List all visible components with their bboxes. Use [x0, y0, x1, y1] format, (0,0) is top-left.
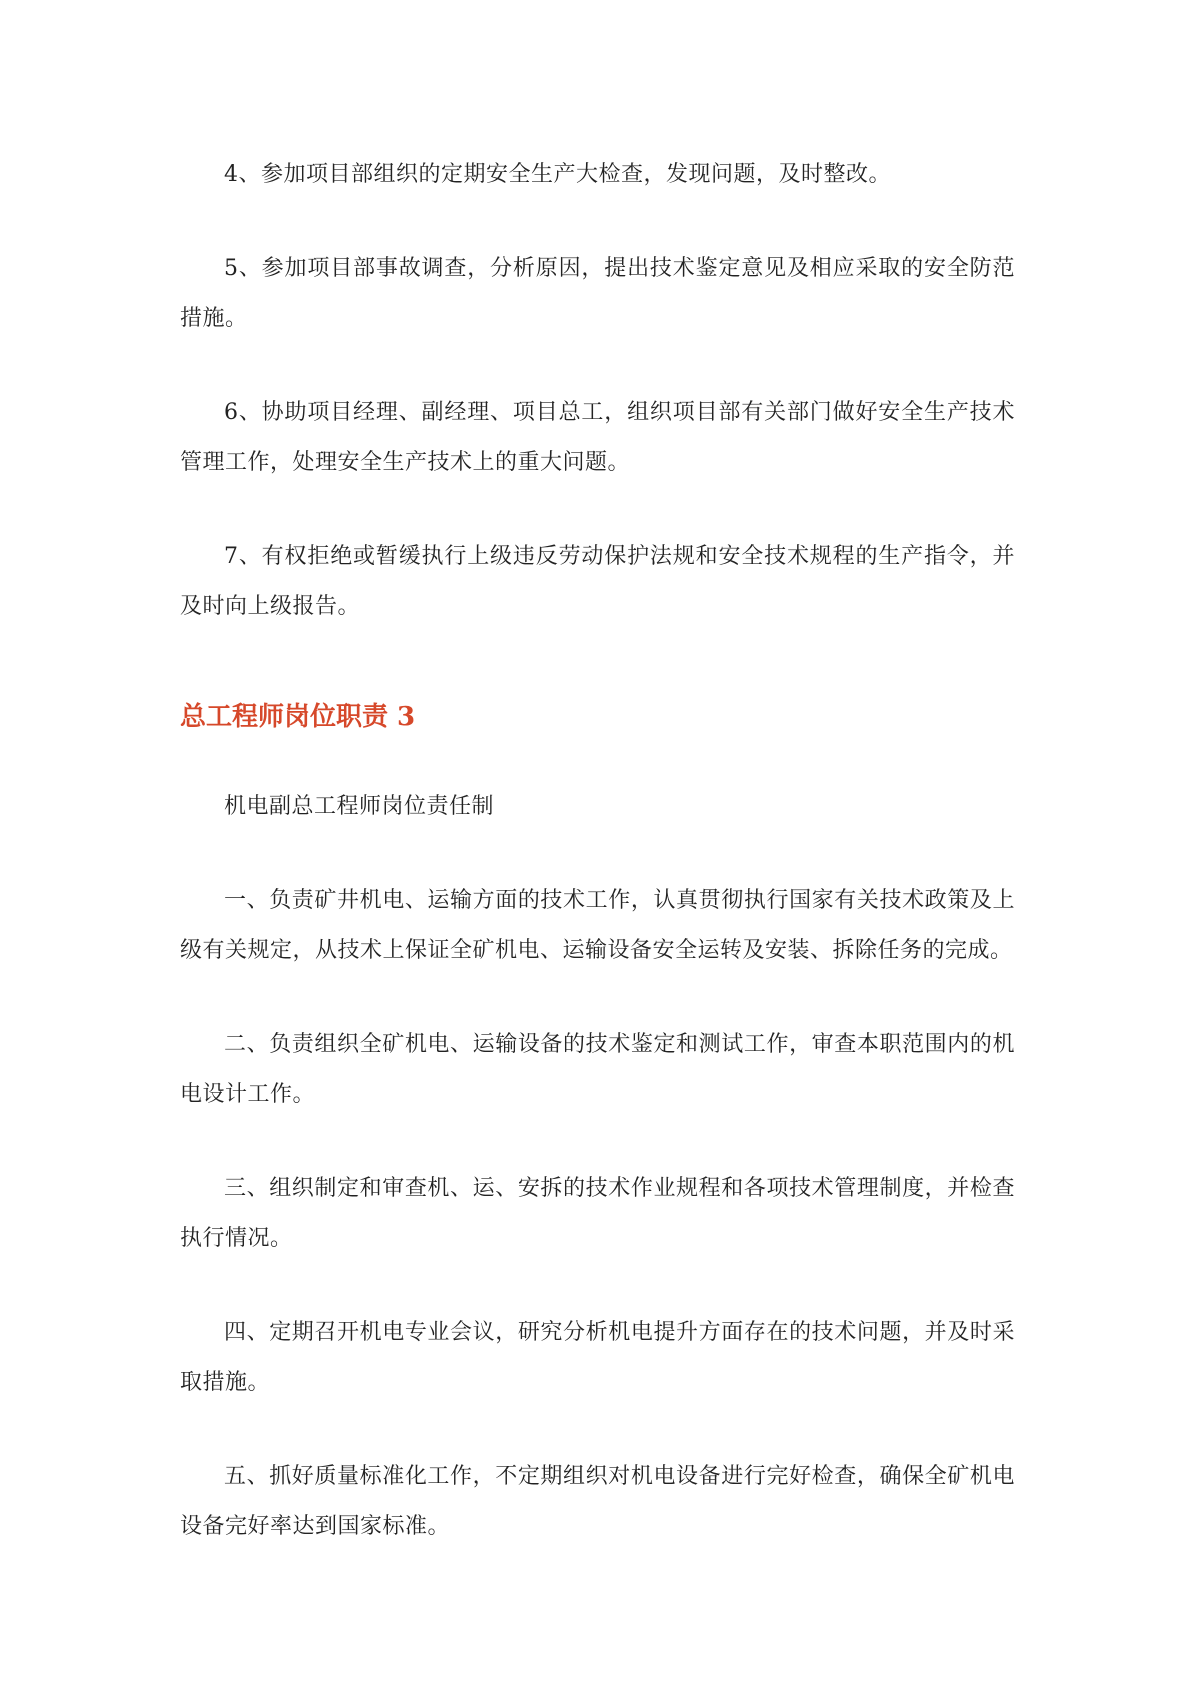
paragraph-item-5: 5、参加项目部事故调查，分析原因，提出技术鉴定意见及相应采取的安全防范措施。	[180, 256, 1015, 331]
paragraph-item-4: 4、参加项目部组织的定期安全生产大检查，发现问题，及时整改。	[224, 162, 891, 187]
paragraph-item-two: 二、负责组织全矿机电、运输设备的技术鉴定和测试工作，审查本职范围内的机电设计工作。	[180, 1032, 1015, 1107]
paragraph-item-four: 四、定期召开机电专业会议，研究分析机电提升方面存在的技术问题，并及时采取措施。	[180, 1320, 1015, 1395]
paragraph-item-one: 一、负责矿井机电、运输方面的技术工作，认真贯彻执行国家有关技术政策及上级有关规定，从技术上保证全矿机电、运输设备安全运转及安装、拆除任务的完成。	[180, 888, 1015, 963]
paragraph-item-7: 7、有权拒绝或暂缓执行上级违反劳动保护法规和安全技术规程的生产指令，并及时向上级报告。	[180, 544, 1015, 619]
paragraph-item-6: 6、协助项目经理、副经理、项目总工，组织项目部有关部门做好安全生产技术管理工作，处理安全生产技术上的重大问题。	[180, 400, 1015, 475]
document-body	[180, 150, 1015, 1596]
section-heading: 总工程师岗位职责 3	[180, 702, 416, 732]
paragraph-item-five: 五、抓好质量标准化工作，不定期组织对机电设备进行完好检查，确保全矿机电设备完好率达到国家标准。	[180, 1464, 1015, 1539]
section-subtitle: 机电副总工程师岗位责任制	[224, 794, 495, 819]
paragraph-item-three: 三、组织制定和审查机、运、安拆的技术作业规程和各项技术管理制度，并检查执行情况。	[180, 1176, 1015, 1251]
